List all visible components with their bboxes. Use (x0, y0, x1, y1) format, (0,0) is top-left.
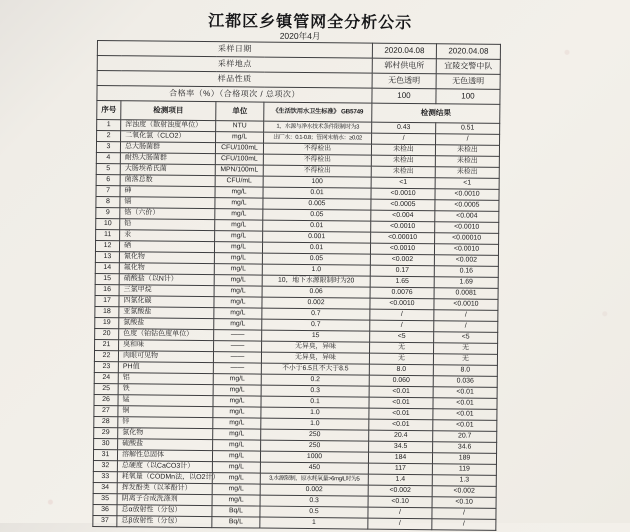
cell-result-1: 0.060 (369, 375, 433, 387)
cell-item: 亚氯酸盐 (119, 307, 214, 319)
cell-result-2: <0.01 (433, 387, 497, 399)
cell-unit: mg/L (214, 319, 262, 330)
cell-unit: mg/L (214, 275, 262, 286)
cell-unit: —— (214, 341, 262, 352)
cell-seq: 18 (95, 306, 119, 317)
cell-standard: 无异臭，异味 (262, 341, 370, 353)
cell-seq: 8 (96, 196, 120, 207)
cell-standard: 0.2 (261, 374, 369, 386)
cell-standard: 0.001 (263, 231, 371, 243)
cell-item: 总α放射性（分包） (117, 505, 212, 517)
cell-item: 汞 (120, 230, 215, 242)
info-value-1: 郭村供电所 (372, 58, 436, 74)
cell-standard: 0.06 (262, 286, 370, 298)
cell-seq: 23 (94, 361, 118, 372)
cell-unit: CFU/100mL (215, 154, 263, 165)
cell-result-2: <0.0005 (435, 200, 499, 212)
cell-standard: 0.05 (262, 253, 370, 265)
info-value-2: 100 (436, 89, 500, 105)
cell-result-1: 1.4 (368, 474, 432, 486)
cell-standard: 0.1 (261, 396, 369, 408)
cell-seq: 14 (95, 262, 119, 273)
cell-item: 四氯化碳 (119, 296, 214, 308)
cell-item: 色度（铂钴色度单位） (119, 329, 214, 341)
cell-seq: 16 (95, 284, 119, 295)
cell-result-2: <0.10 (432, 497, 496, 509)
page-subtitle: 2020年4月 (279, 30, 321, 42)
cell-result-1: <0.004 (371, 210, 435, 222)
cell-standard: 250 (261, 429, 369, 441)
cell-result-2: 0.51 (436, 123, 500, 135)
cell-result-2: 0.16 (434, 266, 498, 278)
cell-result-2: <0.00010 (435, 233, 499, 245)
cell-unit: mg/L (215, 198, 263, 209)
info-value-2: 2020.04.08 (436, 44, 500, 60)
cell-result-1: / (372, 133, 436, 145)
cell-result-2: 未检出 (435, 156, 499, 168)
cell-item: 硒 (119, 241, 214, 253)
cell-item: 铬（六价） (120, 208, 215, 220)
col-header-standard: 《生活饮用水卫生标准》 GB5749 (264, 102, 372, 122)
info-value-1: 2020.04.08 (372, 43, 436, 59)
cell-item: 砷 (120, 186, 215, 198)
cell-item: 氯酸盐 (119, 318, 214, 330)
cell-result-1: 20.4 (369, 430, 433, 442)
cell-standard: 100 (263, 176, 371, 188)
cell-unit: mg/L (212, 451, 260, 462)
cell-seq: 22 (94, 350, 118, 361)
col-header-item: 检测项目 (121, 101, 216, 121)
cell-result-2: <0.01 (433, 420, 497, 432)
cell-unit: mg/L (214, 264, 262, 275)
cell-item: 溶解性总固体 (117, 450, 212, 462)
cell-seq: 24 (94, 372, 118, 383)
cell-result-1: <0.01 (369, 408, 433, 420)
info-label: 样品性质 (97, 70, 372, 88)
cell-result-1: <1 (371, 177, 435, 189)
cell-seq: 13 (95, 251, 119, 262)
cell-result-1: <0.0010 (370, 243, 434, 255)
cell-item: 铝 (118, 373, 213, 385)
cell-result-2: <0.01 (433, 398, 497, 410)
cell-standard: 0.01 (263, 187, 371, 199)
cell-seq: 11 (96, 229, 120, 240)
cell-standard: 无异臭，异味 (261, 352, 369, 364)
cell-item: 氰化物 (119, 252, 214, 264)
cell-result-2: 0.0081 (434, 288, 498, 300)
cell-unit: mg/L (214, 242, 262, 253)
cell-seq: 25 (94, 383, 118, 394)
cell-standard: 0.7 (262, 319, 370, 331)
cell-result-1: 无 (369, 353, 433, 365)
cell-result-1: <0.0005 (371, 199, 435, 211)
col-header-unit: 单位 (216, 102, 264, 121)
cell-standard: 0.5 (260, 506, 368, 518)
cell-item: 铅 (120, 219, 215, 231)
cell-result-1: <0.002 (368, 485, 432, 497)
cell-unit: —— (213, 363, 261, 374)
cell-unit: Bq/L (212, 517, 260, 528)
cell-seq: 34 (93, 482, 117, 493)
cell-unit: mg/L (213, 374, 261, 385)
cell-item: 硫酸盐 (118, 439, 213, 451)
cell-result-1: <0.002 (370, 254, 434, 266)
info-value-2: 无色透明 (436, 74, 500, 90)
cell-result-2: 8.0 (433, 365, 497, 377)
cell-result-1: <5 (370, 331, 434, 343)
cell-standard: 0.05 (263, 209, 371, 221)
cell-result-1: 0.17 (370, 265, 434, 277)
cell-result-2: <0.0010 (434, 244, 498, 256)
cell-seq: 2 (97, 130, 121, 141)
cell-result-1: <0.00010 (371, 232, 435, 244)
cell-result-2: 未检出 (435, 145, 499, 157)
cell-unit: mg/L (213, 429, 261, 440)
cell-seq: 10 (96, 218, 120, 229)
cell-result-1: <0.10 (368, 496, 432, 508)
cell-unit: mg/L (213, 418, 261, 429)
cell-item: 氟化物 (119, 263, 214, 275)
cell-standard: 不小于6.5且不大于8.5 (261, 363, 369, 375)
cell-result-1: 8.0 (369, 364, 433, 376)
cell-unit: mg/L (215, 209, 263, 220)
cell-item: 二氧化氯（CLO2） (121, 131, 216, 143)
cell-seq: 7 (96, 185, 120, 196)
cell-unit: mg/L (213, 396, 261, 407)
cell-seq: 5 (96, 163, 120, 174)
cell-item: 镉 (120, 197, 215, 209)
cell-standard: 1.0 (261, 418, 369, 430)
info-value-1: 100 (372, 88, 436, 104)
cell-result-2: 无 (433, 354, 497, 366)
cell-standard: 不得检出 (263, 154, 371, 166)
cell-result-1: 无 (370, 342, 434, 354)
cell-standard: 0.002 (260, 484, 368, 496)
cell-result-2: / (434, 310, 498, 322)
cell-result-1: / (370, 309, 434, 321)
cell-result-1: 34.5 (369, 441, 433, 453)
cell-seq: 1 (97, 119, 121, 130)
cell-result-2: <0.0010 (434, 299, 498, 311)
cell-result-2: / (434, 321, 498, 333)
cell-standard: 出厂水：0.1-0.8；管网末梢水：≥0.02 (264, 132, 372, 144)
cell-standard: 0.7 (262, 308, 370, 320)
cell-result-1: / (368, 518, 432, 530)
cell-item: 大肠埃希氏菌 (120, 164, 215, 176)
cell-standard: 1.0 (262, 264, 370, 276)
cell-standard: 1 (260, 517, 368, 529)
cell-standard: 15 (262, 330, 370, 342)
cell-seq: 19 (95, 317, 119, 328)
water-analysis-table-body (93, 40, 501, 530)
cell-seq: 36 (93, 504, 117, 515)
cell-result-2: / (432, 508, 496, 520)
cell-result-2: 无 (434, 343, 498, 355)
cell-item: 锌 (118, 417, 213, 429)
cell-result-1: <0.0010 (370, 298, 434, 310)
cell-item: 耐热大肠菌群 (120, 153, 215, 165)
cell-seq: 3 (96, 141, 120, 152)
cell-standard: 450 (260, 462, 368, 474)
cell-unit: mg/L (213, 440, 261, 451)
col-header-seq: 序号 (97, 100, 121, 119)
cell-item: 肉眼可见物 (118, 351, 213, 363)
cell-seq: 20 (95, 328, 119, 339)
cell-standard: 0.3 (260, 495, 368, 507)
cell-item: 总大肠菌群 (120, 142, 215, 154)
cell-unit: mg/L (212, 462, 260, 473)
cell-unit: mg/L (216, 132, 264, 143)
cell-standard: 0.01 (263, 220, 371, 232)
cell-result-2: 1.69 (434, 277, 498, 289)
cell-seq: 30 (94, 438, 118, 449)
cell-standard: 0.01 (262, 242, 370, 254)
cell-result-1: <0.0010 (371, 221, 435, 233)
cell-result-1: <0.01 (369, 386, 433, 398)
cell-standard: 1000 (260, 451, 368, 463)
page-title: 江都区乡镇管网全分析公示 (208, 13, 413, 32)
cell-unit: mg/L (214, 308, 262, 319)
cell-result-1: / (370, 320, 434, 332)
cell-unit: mg/L (212, 495, 260, 506)
cell-standard: 3,水源限制，原水耗氧量>6mg/L时为5 (260, 473, 368, 485)
cell-result-1: <0.0010 (371, 188, 435, 200)
cell-unit: Bq/L (212, 506, 260, 517)
cell-seq: 27 (94, 405, 118, 416)
cell-standard: 0.002 (262, 297, 370, 309)
cell-item: 硝酸盐（以N计） (119, 274, 214, 286)
cell-result-2: <1 (435, 178, 499, 190)
cell-result-2: 189 (432, 453, 496, 465)
cell-seq: 15 (95, 273, 119, 284)
cell-result-2: <0.0010 (435, 189, 499, 201)
cell-item: PH值 (118, 362, 213, 374)
cell-result-2: 20.7 (433, 431, 497, 443)
cell-unit: mg/L (214, 286, 262, 297)
cell-seq: 32 (93, 460, 117, 471)
cell-unit: CFU/100mL (215, 143, 263, 154)
cell-unit: mg/L (214, 253, 262, 264)
cell-seq: 6 (96, 174, 120, 185)
water-analysis-table (92, 40, 501, 531)
cell-seq: 29 (94, 427, 118, 438)
cell-result-1: <0.01 (369, 419, 433, 431)
cell-result-1: 未检出 (371, 155, 435, 167)
cell-result-2: <0.004 (435, 211, 499, 223)
cell-unit: mg/L (213, 407, 261, 418)
cell-result-1: 0.0076 (370, 287, 434, 299)
cell-seq: 21 (95, 339, 119, 350)
cell-seq: 9 (96, 207, 120, 218)
cell-standard: 10，地下水源限制时为20 (262, 275, 370, 287)
cell-item: 氯化物 (118, 428, 213, 440)
cell-result-1: / (368, 507, 432, 519)
cell-unit: —— (214, 330, 262, 341)
cell-item: 阴离子合成洗涤剂 (117, 494, 212, 506)
cell-seq: 35 (93, 493, 117, 504)
cell-result-2: <0.0010 (435, 222, 499, 234)
cell-result-2: <0.002 (434, 255, 498, 267)
cell-seq: 17 (95, 295, 119, 306)
cell-standard: 1，水源与净水技术条件限制时为3 (264, 121, 372, 133)
cell-standard: 不得检出 (263, 165, 371, 177)
cell-result-2: <0.002 (432, 486, 496, 498)
cell-unit: mg/L (214, 297, 262, 308)
cell-result-1: 117 (368, 463, 432, 475)
cell-item: 锰 (118, 395, 213, 407)
info-label: 采样日期 (97, 40, 372, 58)
info-label: 采样地点 (97, 55, 372, 73)
cell-unit: mg/L (213, 385, 261, 396)
cell-unit: mg/L (212, 473, 260, 484)
cell-unit: mg/L (215, 220, 263, 231)
cell-seq: 26 (94, 394, 118, 405)
cell-item: 臭和味 (119, 340, 214, 352)
cell-unit: CFU/mL (215, 176, 263, 187)
cell-standard: 250 (261, 440, 369, 452)
cell-seq: 37 (93, 515, 117, 526)
cell-unit: mg/L (212, 484, 260, 495)
cell-result-2: 0.036 (433, 376, 497, 388)
info-value-2: 宜陵交警中队 (436, 59, 500, 75)
cell-standard: 0.3 (261, 385, 369, 397)
cell-item: 浑浊度（散射浊度单位） (121, 120, 216, 132)
cell-result-2: 未检出 (435, 167, 499, 179)
cell-result-2: <5 (434, 332, 498, 344)
cell-item: 总β放射性（分包） (117, 516, 212, 528)
cell-result-2: 34.6 (433, 442, 497, 454)
cell-result-1: 未检出 (371, 144, 435, 156)
cell-result-2: 119 (432, 464, 496, 476)
cell-item: 总硬度（以CaCO3计） (117, 461, 212, 473)
info-label: 合格率（%）（合格项次 / 总项次） (97, 85, 372, 103)
cell-unit: —— (213, 352, 261, 363)
cell-result-1: <0.01 (369, 397, 433, 409)
cell-standard: 1.0 (261, 407, 369, 419)
cell-unit: mg/L (215, 187, 263, 198)
col-header-result: 检测结果 (372, 103, 500, 123)
cell-unit: mg/L (215, 231, 263, 242)
cell-seq: 28 (94, 416, 118, 427)
cell-result-2: / (432, 519, 496, 531)
cell-result-1: 0.43 (372, 122, 436, 134)
cell-item: 菌落总数 (120, 175, 215, 187)
cell-seq: 33 (93, 471, 117, 482)
info-value-1: 无色透明 (372, 73, 436, 89)
cell-standard: 不得检出 (263, 143, 371, 155)
cell-item: 铁 (118, 384, 213, 396)
cell-item: 挥发酚类（以苯酚计） (117, 483, 212, 495)
cell-item: 铜 (118, 406, 213, 418)
cell-item: 耗氧量（CODMn法，以O2计） (117, 472, 212, 484)
cell-unit: MPN/100mL (215, 165, 263, 176)
cell-result-2: 1.3 (432, 475, 496, 487)
cell-item: 三氯甲烷 (119, 285, 214, 297)
cell-result-2: <0.01 (433, 409, 497, 421)
cell-result-1: 未检出 (371, 166, 435, 178)
cell-seq: 31 (93, 449, 117, 460)
cell-result-1: 184 (368, 452, 432, 464)
cell-standard: 0.005 (263, 198, 371, 210)
cell-result-1: 1.65 (370, 276, 434, 288)
cell-seq: 4 (96, 152, 120, 163)
cell-seq: 12 (95, 240, 119, 251)
cell-unit: NTU (216, 121, 264, 132)
cell-result-2: / (436, 134, 500, 146)
